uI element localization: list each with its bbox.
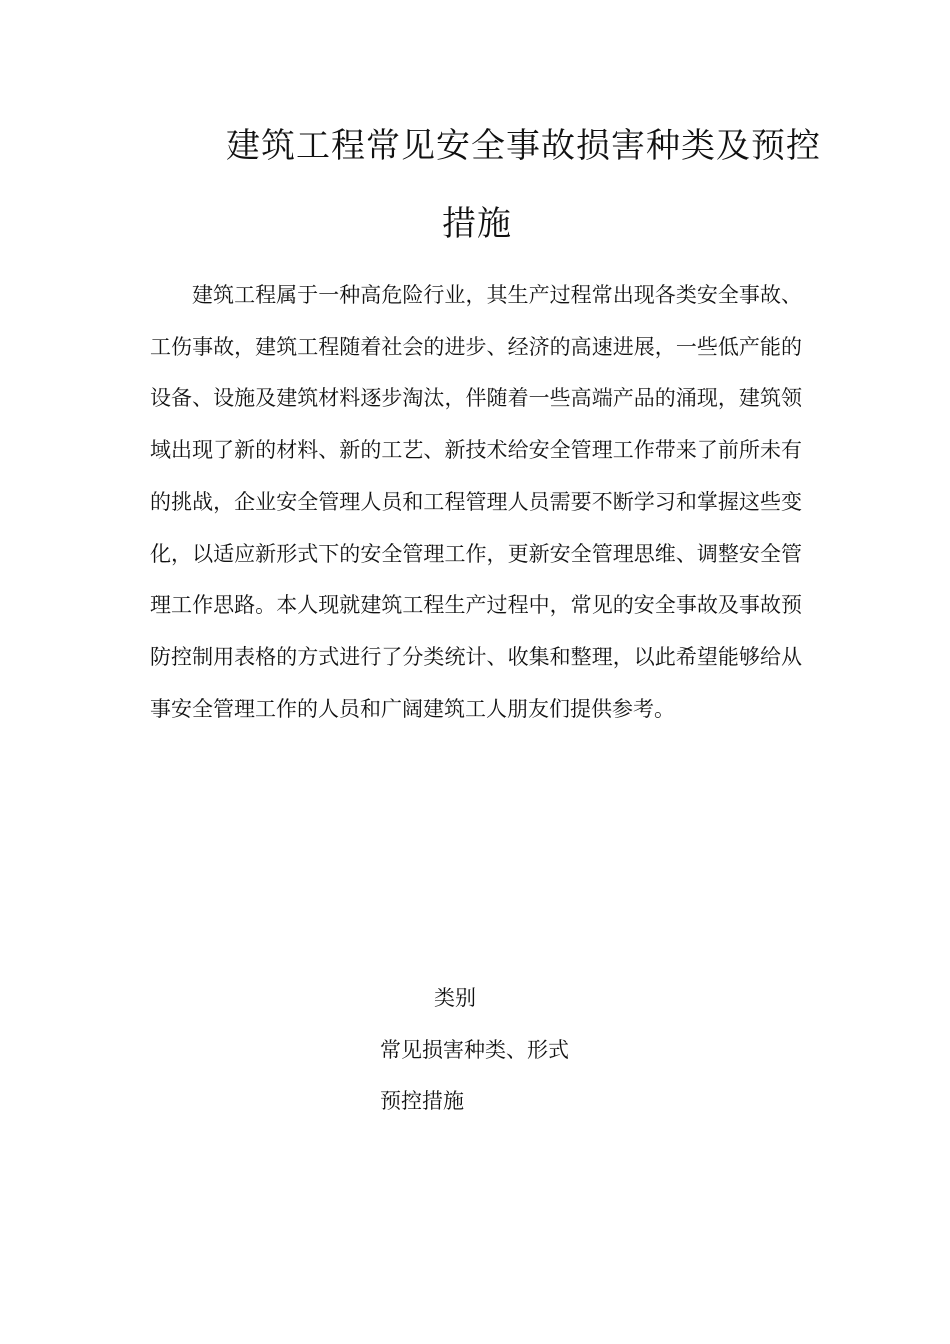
intro-paragraph: 建筑工程属于一种高危险行业，其生产过程常出现各类安全事故、工伤事故，建筑工程随着社会的进步、经济的高速进展，一些低产能的设备、设施及建筑材料逐步淘汰，伴随着一些高端产品的涌现，建筑领域出现了新的材料、新的工艺、新技术给安全管理工作带来了前所未有的挑战，企业安全管理人员和工程管理人员需要不断学习和掌握这些变化，以适应新形式下的安全管理工作，更新安全管理思维、调整安全管理工作思路。本人现就建筑工程生产过程中，常见的安全事故及事故预防控制用表格的方式进行了分类统计、收集和整理，以此希望能够给从事安全管理工作的人员和广阔建筑工人朋友们提供参考。: [150, 283, 802, 721]
table-header-category: 类别: [434, 986, 476, 1010]
document-title-line-1: 建筑工程常见安全事故损害种类及预控: [226, 126, 821, 166]
document-title-line-2: 措施: [442, 204, 512, 244]
table-header-measures: 预控措施: [380, 1089, 464, 1113]
table-header-hazard-types: 常见损害种类、形式: [380, 1038, 569, 1062]
